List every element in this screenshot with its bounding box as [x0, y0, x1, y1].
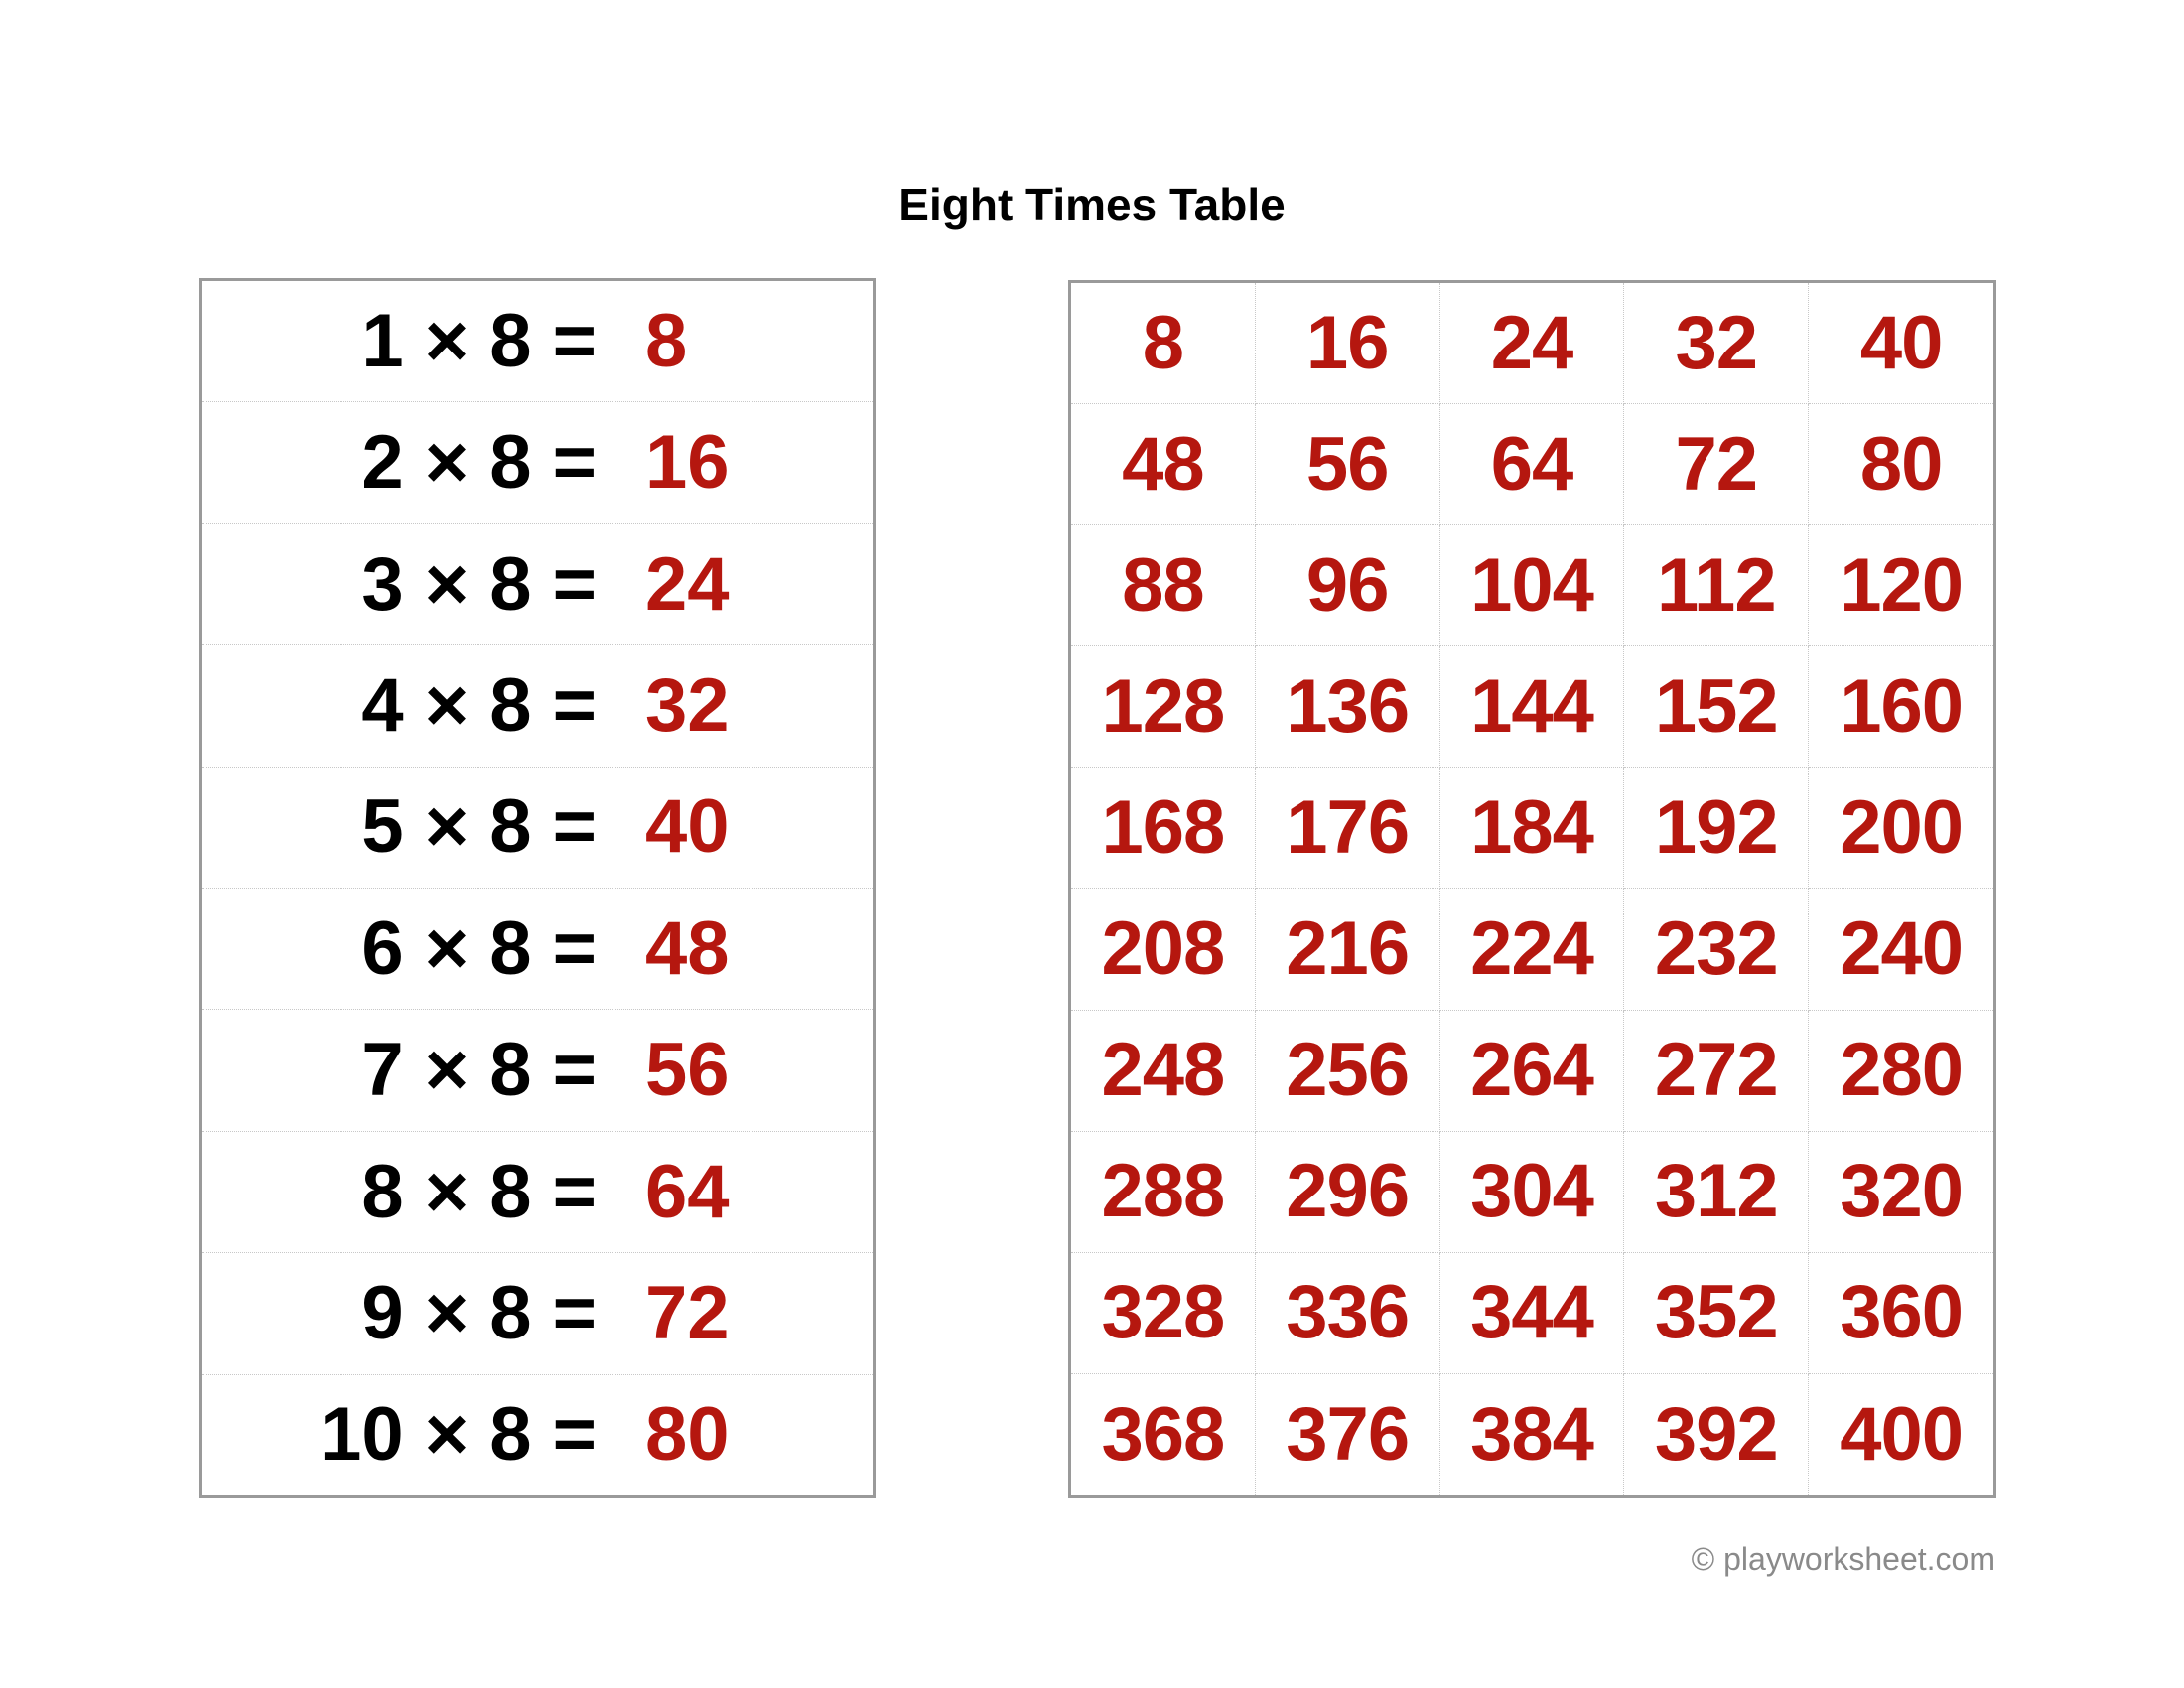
equation-answer: 80 — [645, 1392, 730, 1477]
equation-answer: 8 — [645, 298, 688, 383]
equation-row — [202, 281, 873, 402]
equation-answer: 56 — [645, 1028, 730, 1113]
grid-cell: 56 — [1256, 404, 1440, 525]
grid-cell: 24 — [1440, 283, 1625, 404]
grid-cell: 248 — [1071, 1011, 1256, 1132]
equation-expression: 4 × 8 = — [361, 662, 597, 748]
grid-cell: 112 — [1624, 525, 1809, 646]
grid-cell: 264 — [1440, 1011, 1625, 1132]
equation-expression: 3 × 8 = — [361, 541, 597, 627]
equation-expression: 2 × 8 = — [361, 420, 597, 505]
grid-cell: 368 — [1071, 1374, 1256, 1495]
grid-cell: 88 — [1071, 525, 1256, 646]
page-title: Eight Times Table — [898, 179, 1286, 230]
equations-table — [199, 278, 876, 1498]
equation-row — [202, 1253, 873, 1374]
grid-cell: 280 — [1809, 1011, 1993, 1132]
grid-cell: 216 — [1256, 889, 1440, 1010]
grid-cell: 32 — [1624, 283, 1809, 404]
grid-cell: 320 — [1809, 1132, 1993, 1253]
grid-cell: 136 — [1256, 646, 1440, 768]
equation-expression: 6 × 8 = — [361, 906, 597, 991]
grid-cell: 208 — [1071, 889, 1256, 1010]
grid-cell: 296 — [1256, 1132, 1440, 1253]
equation-answer: 40 — [645, 784, 730, 870]
grid-cell: 232 — [1624, 889, 1809, 1010]
equation-expression: 5 × 8 = — [361, 784, 597, 870]
grid-cell: 288 — [1071, 1132, 1256, 1253]
equation-row — [202, 645, 873, 767]
equation-row — [202, 1010, 873, 1131]
equation-answer: 16 — [645, 420, 730, 505]
grid-cell: 256 — [1256, 1011, 1440, 1132]
grid-cell: 360 — [1809, 1253, 1993, 1374]
grid-cell: 104 — [1440, 525, 1625, 646]
equation-answer: 72 — [645, 1270, 730, 1355]
equation-answer: 64 — [645, 1149, 730, 1234]
grid-cell: 168 — [1071, 768, 1256, 889]
grid-cell: 80 — [1809, 404, 1993, 525]
grid-cell: 40 — [1809, 283, 1993, 404]
grid-cell: 72 — [1624, 404, 1809, 525]
grid-cell: 200 — [1809, 768, 1993, 889]
grid-cell: 96 — [1256, 525, 1440, 646]
grid-cell: 304 — [1440, 1132, 1625, 1253]
grid-cell: 160 — [1809, 646, 1993, 768]
grid-cell: 8 — [1071, 283, 1256, 404]
grid-cell: 400 — [1840, 1391, 1963, 1477]
equation-expression: 9 × 8 = — [361, 1270, 597, 1355]
equation-answer: 32 — [645, 662, 730, 748]
grid-cell: 184 — [1440, 768, 1625, 889]
grid-cell: 144 — [1440, 646, 1625, 768]
equation-row — [202, 524, 873, 645]
multiples-grid — [1068, 280, 1996, 1498]
copyright-footer: © playworksheet.com — [1691, 1541, 1995, 1577]
equation-row — [202, 768, 873, 889]
grid-cell: 272 — [1624, 1011, 1809, 1132]
grid-cell: 16 — [1256, 283, 1440, 404]
grid-cell: 312 — [1624, 1132, 1809, 1253]
equation-expression: 1 × 8 = — [361, 298, 597, 383]
grid-cell: 344 — [1440, 1253, 1625, 1374]
grid-cell: 192 — [1624, 768, 1809, 889]
grid-cell: 128 — [1071, 646, 1256, 768]
equation-row — [202, 889, 873, 1010]
grid-cell: 176 — [1256, 768, 1440, 889]
grid-cell: 352 — [1624, 1253, 1809, 1374]
grid-cell: 152 — [1624, 646, 1809, 768]
equation-expression: 10 × 8 = — [320, 1392, 597, 1477]
equation-row — [202, 402, 873, 523]
grid-cell: 376 — [1256, 1374, 1440, 1495]
equation-expression: 7 × 8 = — [361, 1028, 597, 1113]
equation-row — [202, 1375, 873, 1495]
grid-cell: 336 — [1256, 1253, 1440, 1374]
grid-cell: 120 — [1809, 525, 1993, 646]
equation-answer: 24 — [645, 541, 730, 627]
grid-cell: 328 — [1071, 1253, 1256, 1374]
grid-cell: 392 — [1624, 1374, 1809, 1495]
grid-cell: 48 — [1071, 404, 1256, 525]
grid-cell: 240 — [1809, 889, 1993, 1010]
equation-row — [202, 1132, 873, 1253]
grid-cell: 64 — [1440, 404, 1625, 525]
equation-answer: 48 — [645, 906, 730, 991]
grid-cell: 384 — [1440, 1374, 1625, 1495]
grid-cell: 224 — [1440, 889, 1625, 1010]
equation-expression: 8 × 8 = — [361, 1149, 597, 1234]
